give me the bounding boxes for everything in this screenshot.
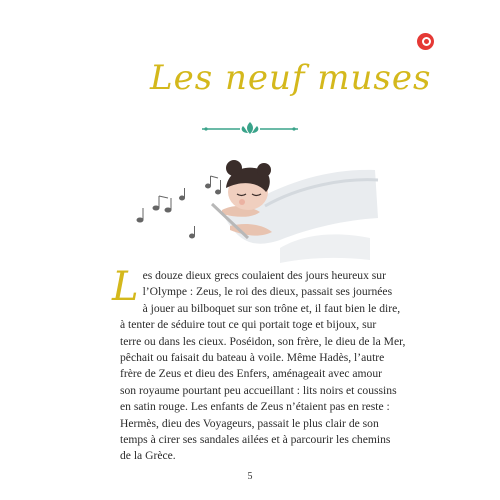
text-line: frère de Zeus et dieu des Enfers, aménageait avec amour (120, 367, 383, 381)
ornament-divider-icon (200, 120, 300, 136)
text-line: terre ou dans les cieux. Poséidon, son frère, le dieu de la Mer, (120, 334, 406, 348)
text-line: temps à cirer ses sandales ailées et à parcourir les chemins (120, 433, 391, 447)
flute-girl-illustration (130, 148, 380, 263)
text-line: Hermès, dieu des Voyageurs, passait le plus clair de son (120, 416, 379, 430)
publisher-logo-icon (417, 33, 434, 50)
text-line: à tenter de séduire tout ce qui portait toge et bijoux, sur (120, 318, 377, 332)
text-line: es douze dieux grecs coulaient des jours heureux sur (142, 269, 386, 282)
text-line: de la Grèce. (120, 449, 176, 463)
dropcap-letter: L (112, 264, 139, 310)
text-line: en satin rouge. Les enfants de Zeus n’étaient pas en reste : (120, 400, 390, 414)
chapter-title: Les neuf muses (150, 58, 432, 98)
text-line: pêchait ou faisait du bateau à voile. Même Hadès, l’autre (120, 351, 385, 365)
text-line: l’Olympe : Zeus, le roi des dieux, passait ses journées (142, 285, 393, 299)
story-paragraph (112, 264, 406, 465)
page-number: 5 (247, 471, 253, 482)
text-line: son royaume pourtant peu accueillant : lits noirs et coussins (120, 383, 397, 397)
text-line: à jouer au bilboquet sur son trône et, il faut bien le dire, (142, 301, 401, 315)
